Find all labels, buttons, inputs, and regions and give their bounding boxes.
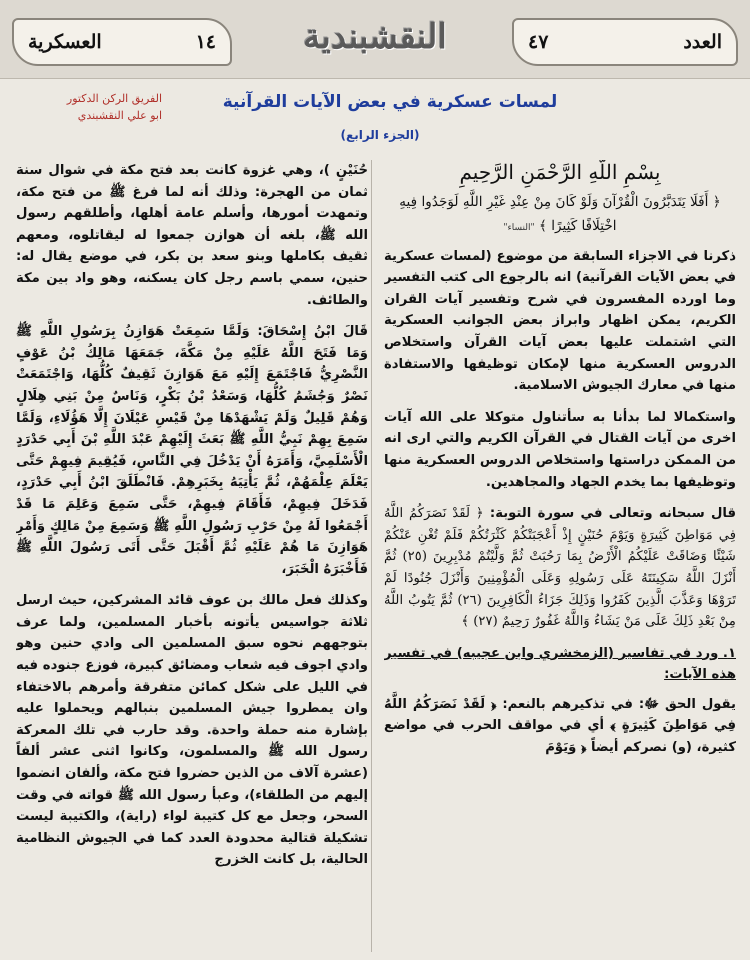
issue-scroll: [512, 18, 738, 66]
section-scroll: [12, 18, 232, 66]
magazine-logo: النقشبندية: [303, 17, 447, 57]
paragraph: واستكمالا لما بدأنا به سأتناول متوكلا على الله آيات اخرى من آيات القتال في القرآن الكريم والتي ارى انه من الممكن دراستها واستخلاص الدروس العسكرية منها وتوظيفها بما يخدم الجهاد والمجاهدين.: [384, 409, 736, 490]
opening-verse-text: ﴿ أَفَلَا يَتَدَبَّرُونَ الْقُرْآنَ وَلَوْ كَانَ مِنْ عِنْدِ غَيْرِ اللَّهِ لَوَجَدُوا فِيهِ اخْتِلَافًا كَثِيرًا ﴾: [399, 193, 721, 234]
issue-number: ٤٧: [528, 31, 549, 53]
paragraph: [384, 503, 736, 633]
paragraph: يقول الحق ﷻ: في تذكيرهم بالنعم: ﴿ لَقَدْ نَصَرَكُمُ اللَّهُ فِي مَوَاطِنَ كَثِيرَةٍ ﴾ أي في مواقف الحرب في مواضع كثيرة، (و) نصركم أيضاً ﴿ وَيَوْمَ: [384, 696, 736, 756]
section-number: ١٤: [195, 31, 216, 53]
verse-intro: قال سبحانه وتعالى في سورة التوبة:: [489, 506, 736, 522]
paragraph: حُنَيْنٍ )، وهي غزوة كانت بعد فتح مكة في شوال سنة ثمان من الهجرة: وذلك أنه لما فرغ ﷺ من فتح مكة، وتمهدت أمورها، وأسلم عامة أهلها، وأطلقهم رسول الله ﷺ، بلغه أن هوازن جمعوا له ليقاتلوه، ومعهم ثقيف بكاملها وبنو سعد بن بكر، في موضع يقال له: حنين، سمي باسم رجل كان يسكنه، وهو واد بين مكة والطائف.: [16, 163, 368, 308]
issue-label: العدد: [683, 31, 722, 53]
sub-heading: ١. ورد في تفاسير (الزمخشري وابن عجيبه) في تفسير هذه الآيات:: [384, 645, 736, 683]
paragraph: وكذلك فعل مالك بن عوف قائد المشركين، حيث ارسل ثلاثة جواسيس يأتونه بأخبار المسلمين، ولما عرف بتوجههم نحوه سبق المسلمين الى وادي حنين وهو وادي اجوف فيه شعاب ومضائق كبيرة، فوزع جنوده فيه في الليل على شكل كمائن متفرقة وأمرهم بالاختفاء وان يمطروا جيش المسلمين بنبالهم ويحملوا عليه بإشارة منه حملة واحدة. وقد حارب في تلك المعركة رسول الله ﷺ والمسلمون، وكانوا اثنى عشر ألفاً (عشرة آلاف من الذين حضروا فتح مكة، وألفان انضموا إليهم من الطلقاء)، وعبأ رسول الله ﷺ قواته في وقت السحر، وجعل مع كل كتيبة لواء (راية)، والكتيبة ليست تشكيلة قتالية محدودة العدد كما في الجيوش النظامية الحالية، بل كانت الخزرج: [16, 593, 368, 868]
article-part: (الجزء الرابع): [340, 128, 420, 142]
paragraph: ذكرنا في الاجزاء السابقة من موضوع (لمسات عسكرية في بعض الآيات القرآنية) انه بالرجوع الى كتب التفسير وما اورده المفسرون في شرح وتفسير آيات القران الكريم، يمكن اظهار وابراز بعض الجوانب العسكرية التي اشتملت عليها بعض آيات القرآن واستخلاص الدروس العسكرية منها لإمكان توظيفها والاستفادة منها في معارك الجيوش الاسلامية.: [384, 248, 736, 394]
tawba-verses: ﴿ لَقَدْ نَصَرَكُمُ اللَّهُ فِي مَوَاطِنَ كَثِيرَةٍ وَيَوْمَ حُنَيْنٍ إِذْ أَعْجَبَتْكُمْ كَثْرَتُكُمْ فَلَمْ تُغْنِ عَنْكُمْ شَيْئًا وَضَاقَتْ عَلَيْكُمُ الْأَرْضُ بِمَا رَحُبَتْ ثُمَّ وَلَّيْتُمْ مُدْبِرِينَ (٢٥) ثُمَّ أَنْزَلَ اللَّهُ سَكِينَتَهُ عَلَى رَسُولِهِ وَعَلَى الْمُؤْمِنِينَ وَأَنْزَلَ جُنُودًا لَمْ تَرَوْهَا وَعَذَّبَ الَّذِينَ كَفَرُوا وَذَلِكَ جَزَاءُ الْكَافِرِينَ (٢٦) ثُمَّ يَتُوبُ اللَّهُ مِنْ بَعْدِ ذَلِكَ عَلَى مَنْ يَشَاءُ وَاللَّهُ غَفُورٌ رَحِيمٌ (٢٧) ﴾: [384, 506, 736, 630]
opening-verse: [384, 190, 736, 240]
section-label: العسكرية: [28, 31, 102, 53]
author-credit: [12, 90, 162, 124]
author-rank: الفريق الركن الدكتور: [66, 92, 162, 105]
basmala: بِسْمِ اللَّهِ الرَّحْمَنِ الرَّحِيمِ: [459, 160, 661, 184]
verse-reference: "النساء": [503, 222, 535, 233]
author-name: ابو علي النقشبندي: [77, 109, 162, 122]
left-column: [16, 160, 368, 952]
right-column: [384, 160, 736, 952]
article-title: لمسات عسكرية في بعض الآيات القرآنية: [222, 92, 558, 112]
column-divider: [371, 160, 372, 952]
paragraph: قَالَ ابْنُ إِسْحَاقَ: وَلَمَّا سَمِعَتْ هَوَازِنُ بِرَسُولِ اللَّهِ ﷺ وَمَا فَتَحَ اللَّهُ عَلَيْهِ مِنْ مَكَّةَ، جَمَعَهَا مَالِكُ بْنُ عَوْفٍ النَّصْرِيُّ فَاجْتَمَعَ إِلَيْهِ مَعَ هَوَازِنَ ثَقِيفٌ كُلُّهَا، وَاجْتَمَعَتْ نَصْرٌ وَجُشَمُ كُلُّهَا، وَسَعْدُ بْنُ بَكْرٍ، وَنَاسٌ مِنْ بَنِي هِلَالٍ وَهُمْ قَلِيلٌ وَلَمْ يَشْهَدْهَا مِنْ قَيْسِ عَيْلَانَ إِلَّا هَؤُلَاءِ، وَلَمَّا سَمِعَ بِهِمْ نَبِيُّ اللَّهِ ﷺ بَعَثَ إِلَيْهِمْ عَبْدَ اللَّهِ بْنَ أَبِي حَدْرَدٍ الْأَسْلَمِيَّ، وَأَمَرَهُ أَنْ يَدْخُلَ فِي النَّاسِ، فَيُقِيمَ فِيهِمْ حَتَّى يَعْلَمَ عِلْمَهُمْ، ثُمَّ يَأْتِيَهُ بِخَبَرِهِمْ. فَانْطَلَقَ ابْنُ أَبِي حَدْرَدٍ، فَدَخَلَ فِيهِمْ، فَأَقَامَ فِيهِمْ، حَتَّى سَمِعَ وَعَلِمَ مَا قَدْ أَجْمَعُوا لَهُ مِنْ حَرْبِ رَسُولِ اللَّهِ ﷺ وَسَمِعَ مِنْ مَالِكٍ وَأَمْرِ هَوَازِنَ مَا هُمْ عَلَيْهِ ثُمَّ أَقْبَلَ حَتَّى أَتَى رَسُولَ اللَّهِ ﷺ فَأَخْبَرَهُ الْخَبَرَ،: [16, 324, 368, 577]
